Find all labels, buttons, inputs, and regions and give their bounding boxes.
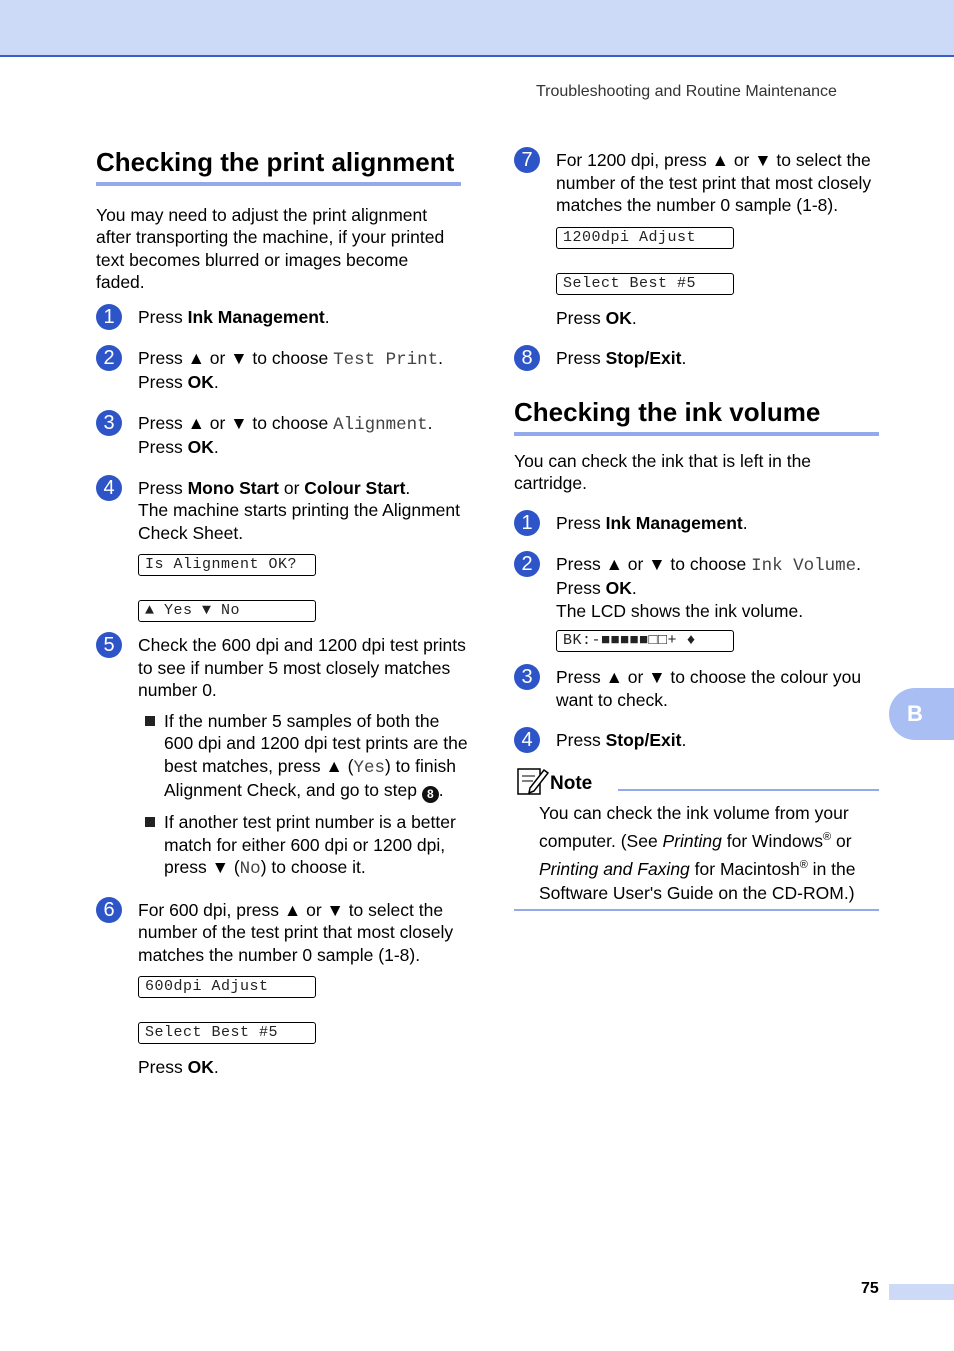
note-top-rule xyxy=(618,789,879,791)
step-3: 3 Press ▲ or ▼ to choose Alignment. Press OK. xyxy=(96,412,466,459)
step-number-8: 8 xyxy=(514,345,540,371)
step-number-4: 4 xyxy=(514,727,540,753)
press-ok-line: Press OK. xyxy=(138,1057,219,1077)
ink-step-1: 1 Press Ink Management. xyxy=(514,512,874,535)
step-number-4: 4 xyxy=(96,475,122,501)
step-5: 5 Check the 600 dpi and 1200 dpi test prints to see if number 5 most closely matches number 0. If the number 5 samples of both the 600 dpi and 1200 dpi test prints are the best matches, press ▲ (Yes) to finish Alignment Check, and go to step 8 . If another test print number is a better match for either 600 dpi or 1200 dpi, press ▼ (No) to choose it. xyxy=(96,634,468,881)
step-number-3: 3 xyxy=(514,664,540,690)
running-title: Troubleshooting and Routine Maintenance xyxy=(536,83,837,100)
intro-paragraph: You may need to adjust the print alignment after transporting the machine, if your printed text becomes blurred or images become faded. xyxy=(96,204,445,293)
lcd-display: Select Best #5 xyxy=(138,1022,316,1044)
note-text: You can check the ink volume from your computer. (See Printing for Windows® or Printing and Faxing for Macintosh® in the Software User's Guide on the CD-ROM.) xyxy=(539,803,856,903)
section-title-print-alignment: Checking the print alignment xyxy=(96,148,461,186)
step-4: 4 Press Mono Start or Colour Start. The machine starts printing the Alignment Check Sheet. Is Alignment OK? ▲ Yes ▼ No xyxy=(96,477,468,623)
step-number-2: 2 xyxy=(96,345,122,371)
header-band xyxy=(0,0,954,57)
lcd-ink-gauge: BK:-■■■■■□□+ ♦ xyxy=(556,630,734,652)
square-bullet-icon xyxy=(145,817,155,827)
lcd-display: Select Best #5 xyxy=(556,273,734,295)
step-reference-icon: 8 xyxy=(422,786,439,803)
intro-paragraph: You can check the ink that is left in the cartridge. xyxy=(514,450,812,494)
lcd-display: 1200dpi Adjust xyxy=(556,227,734,249)
ink-step-3: 3 Press ▲ or ▼ to choose the colour you want to check. xyxy=(514,666,874,711)
note-bottom-rule xyxy=(514,909,879,911)
press-ok-line: Press OK. xyxy=(556,307,637,328)
step-number-2: 2 xyxy=(514,551,540,577)
bullet-item: If another test print number is a better match for either 600 dpi or 1200 dpi, press ▼ (No) to choose it. xyxy=(138,811,468,881)
bullet-item: If the number 5 samples of both the 600 dpi and 1200 dpi test prints are the best matches, press ▲ (Yes) to finish Alignment Check, and go to step 8 . xyxy=(138,710,468,804)
right-column xyxy=(514,398,879,495)
square-bullet-icon xyxy=(145,716,155,726)
left-column xyxy=(96,148,461,294)
step-number-3: 3 xyxy=(96,410,122,436)
step-number-7: 7 xyxy=(514,147,540,173)
ink-step-2: 2 Press ▲ or ▼ to choose Ink Volume. Press OK. The LCD shows the ink volume. BK:-■■■■■□□+ ♦ xyxy=(514,553,874,653)
step-7: 7 For 1200 dpi, press ▲ or ▼ to select the number of the test print that most closely matches the number 0 sample (1-8). 1200dpi Adjust Select Best #5 Press OK. xyxy=(514,149,892,329)
ink-step-4: 4 Press Stop/Exit. xyxy=(514,729,874,752)
appendix-tab: B xyxy=(889,688,954,740)
step-number-1: 1 xyxy=(514,510,540,536)
step-number-5: 5 xyxy=(96,632,122,658)
left-steps xyxy=(96,306,466,1079)
right-steps xyxy=(514,512,874,752)
step-2: 2 Press ▲ or ▼ to choose Test Print. Press OK. xyxy=(96,347,466,394)
step-1: 1 Press Ink Management. xyxy=(96,306,466,329)
footer-bar xyxy=(889,1284,954,1300)
step-number-1: 1 xyxy=(96,304,122,330)
page-number: 75 xyxy=(861,1280,879,1297)
section-title-ink-volume: Checking the ink volume xyxy=(514,398,879,436)
step-6: 6 For 600 dpi, press ▲ or ▼ to select the number of the test print that most closely matches the number 0 sample (1-8). 600dpi Adjust Select Best #5 Press OK. xyxy=(96,899,474,1079)
lcd-display: Is Alignment OK? xyxy=(138,554,316,576)
note-label: Note xyxy=(550,773,593,794)
right-steps-top xyxy=(514,149,894,370)
note-pencil-icon xyxy=(517,766,549,796)
lcd-display: 600dpi Adjust xyxy=(138,976,316,998)
step-8: 8 Press Stop/Exit. xyxy=(514,347,894,370)
step-number-6: 6 xyxy=(96,897,122,923)
lcd-display: ▲ Yes ▼ No xyxy=(138,600,316,622)
